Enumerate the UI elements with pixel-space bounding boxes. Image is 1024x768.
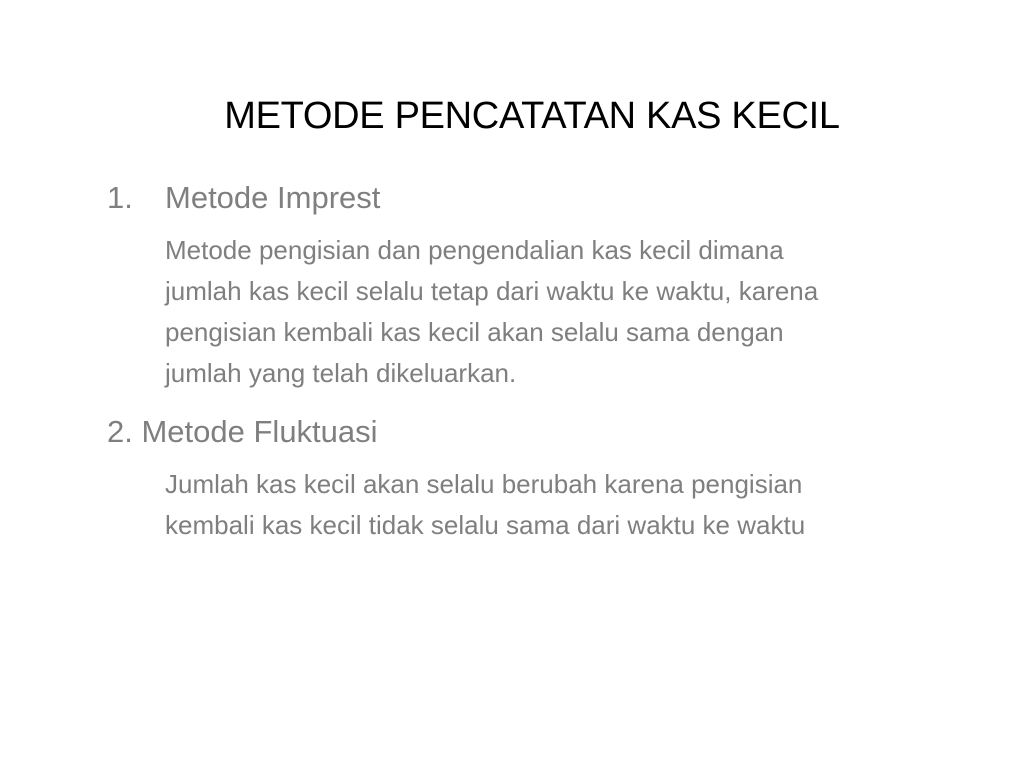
item-heading xyxy=(107,176,967,220)
item-heading-text: Metode Imprest xyxy=(165,180,381,215)
slide-content xyxy=(107,176,967,562)
item-number: 1. xyxy=(107,180,133,215)
description-line: pengisian kembali kas kecil akan selalu sama dengan xyxy=(165,317,784,347)
description-line: Jumlah kas kecil akan selalu berubah karena pengisian xyxy=(165,469,803,499)
item-description xyxy=(165,464,967,546)
item-heading xyxy=(107,410,967,454)
list-item-fluktuasi xyxy=(107,410,967,546)
description-line: jumlah yang telah dikeluarkan. xyxy=(165,358,517,388)
description-line: Metode pengisian dan pengendalian kas kecil dimana xyxy=(165,235,784,265)
description-line: kembali kas kecil tidak selalu sama dari waktu ke waktu xyxy=(165,510,806,540)
item-number: 2. xyxy=(107,414,133,449)
list-item-imprest xyxy=(107,176,967,394)
slide-title: METODE PENCATATAN KAS KECIL xyxy=(224,95,840,137)
item-description xyxy=(165,230,967,394)
item-heading-text: Metode Fluktuasi xyxy=(141,414,378,449)
description-line: jumlah kas kecil selalu tetap dari waktu ke waktu, karena xyxy=(165,276,819,306)
